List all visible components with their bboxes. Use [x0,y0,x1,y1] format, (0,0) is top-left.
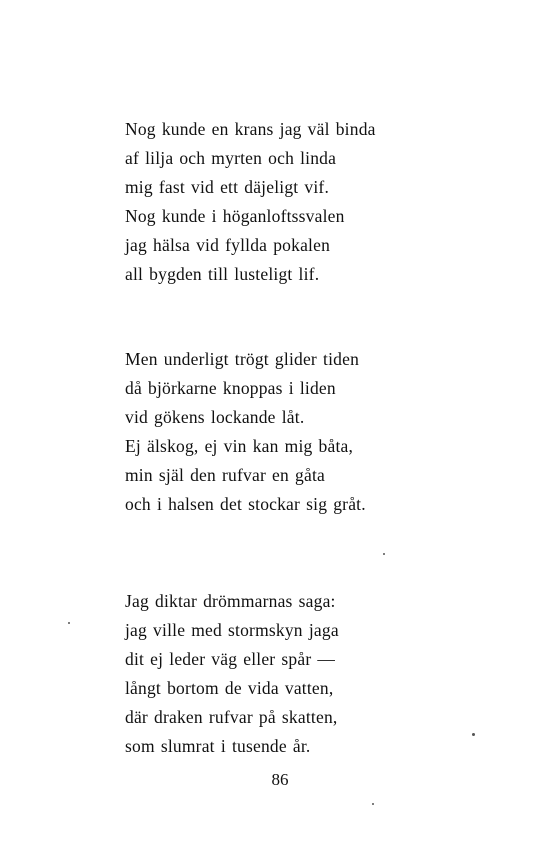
poem-line: Ej älskog, ej vin kan mig båta, [125,436,354,456]
poem-line: mig fast vid ett däjeligt vif. [125,177,330,197]
poem-line: Nog kunde i höganloftssvalen [125,206,345,226]
poem-line: Men underligt trögt glider tiden [125,349,360,369]
poem-line: all bygden till lusteligt lif. [125,264,320,284]
stanza [125,115,376,289]
print-speck [372,803,374,805]
poem-line: dit ej leder väg eller spår — [125,649,336,669]
print-speck [383,553,385,555]
poem-line: som slumrat i tusende år. [125,736,311,756]
print-speck [68,622,70,624]
poem-line: Jag diktar drömmarnas saga: [125,591,336,611]
print-speck [472,733,475,736]
stanza [125,587,339,761]
poem-line: Nog kunde en krans jag väl binda [125,119,376,139]
poem-line: där draken rufvar på skatten, [125,707,338,727]
poem-line: jag ville med stormskyn jaga [125,620,339,640]
poem-line: min själ den rufvar en gåta [125,465,325,485]
poem-line: af lilja och myrten och linda [125,148,337,168]
poem-line: då björkarne knoppas i liden [125,378,336,398]
poem-line: vid gökens lockande låt. [125,407,305,427]
poem-line: och i halsen det stockar sig gråt. [125,494,366,514]
poem-line: jag hälsa vid fyllda pokalen [125,235,331,255]
poem-line: långt bortom de vida vatten, [125,678,334,698]
page-number: 86 [271,770,289,789]
stanza [125,345,366,519]
